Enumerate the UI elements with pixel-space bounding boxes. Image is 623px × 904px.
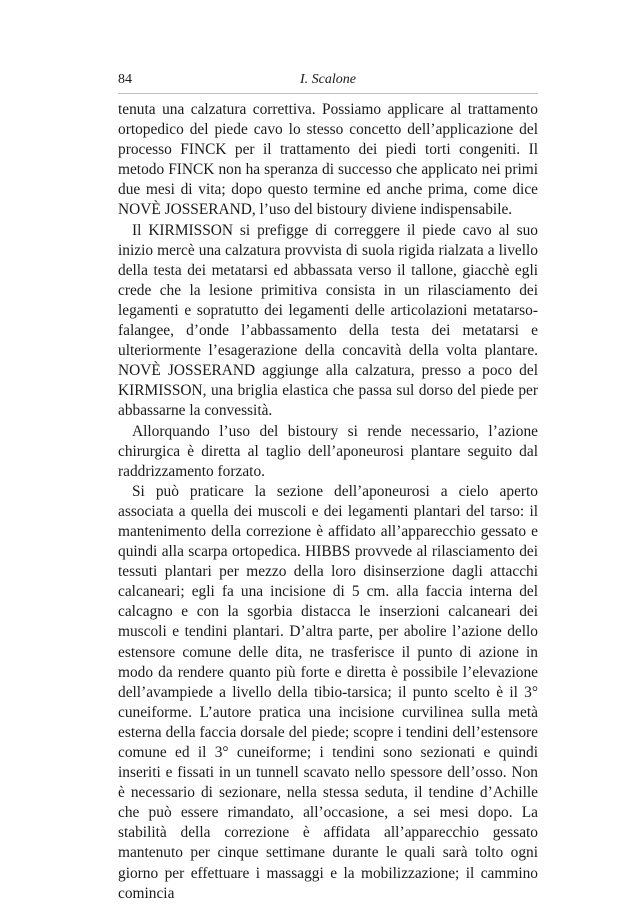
page-header [118,72,538,92]
paragraph-bistoury: Allorquando l’uso del bistoury si rende necessario, l’azione chirurgica è diretta al taglio dell’aponeurosi plantare seguito dal raddrizzamento forzato. [118,422,538,480]
paragraph-aponeurosi: Si può praticare la sezione dell’aponeurosi a cielo aperto associata a quella dei muscoli e dei legamenti plantari del tarso: il mantenimento della correzione è affidato all’apparecchio gessato e quindi alla scarpa ortopedica. HIBBS provvede al rilasciamento dei tessuti plantari per mezzo della loro disinserzione dagli attacchi calcaneari; egli fa una incisione di 5 cm. alla faccia interna del calcagno e con la sgorbia distacca le inserzioni calcaneari dei muscoli e tendini plantari. D’altra parte, per abolire l’azione dello estensore comune delle dita, ne trasferisce il punto di azione in modo da rendere quanto più forte e diretta è possibile l’elevazione dell’avampiede a livello della tibio-tarsica; il punto scelto è il 3° cuneiforme. L’autore pratica una incisione curvilinea sulla metà esterna della faccia dorsale del piede; scopre i tendini dell’estensore comune ed il 3° cuneiforme; i tendini sono sezionati e quindi inseriti e fissati in un tunnell scavato nello spessore dell’osso. Non è necessario di sezionare, nella stessa seduta, il tendine d’Achille che può essere rimandato, all’occasione, a sei mesi dopo. La stabilità della correzione è affidata all’apparecchio gessato mantenuto per cinque settimane durante le quali sarà tolto ogni giorno per effettuare i massaggi e la mobilizzazione; il cammino comincia [118,482,538,902]
page-number: 84 [118,72,132,87]
header-rule [118,93,538,94]
running-head: I. Scalone [300,72,356,87]
body-text [118,100,538,904]
paragraph-kirmisson: Il KIRMISSON si prefigge di correggere il piede cavo al suo inizio mercè una calzatura provvista di suola rigida rialzata a livello della testa dei metatarsi ed abbassata verso il tallone, giacchè egli crede che la lesione primitiva consista in un rilasciamento dei legamenti e sopratutto dei legamenti delle articolazioni metatarso-falangee, d’onde l’abbassamento della testa dei metatarsi e ulteriormente l’esagerazione della concavità della volta plantare. NOVÈ JOSSERAND aggiunge alla calzatura, presso a poco del KIRMISSON, una briglia elastica che passa sul dorso del piede per abbassarne la convessità. [118,221,538,420]
paragraph-continuation: tenuta una calzatura correttiva. Possiamo applicare al trattamento ortopedico del piede cavo lo stesso concetto dell’applicazione del processo FINCK per il trattamento dei piedi torti congeniti. Il metodo FINCK non ha speranza di successo che applicato nei primi due mesi di vita; dopo questo termine ed anche prima, come dice NOVÈ JOSSERAND, l’uso del bistoury diviene indispensabile. [118,101,538,219]
